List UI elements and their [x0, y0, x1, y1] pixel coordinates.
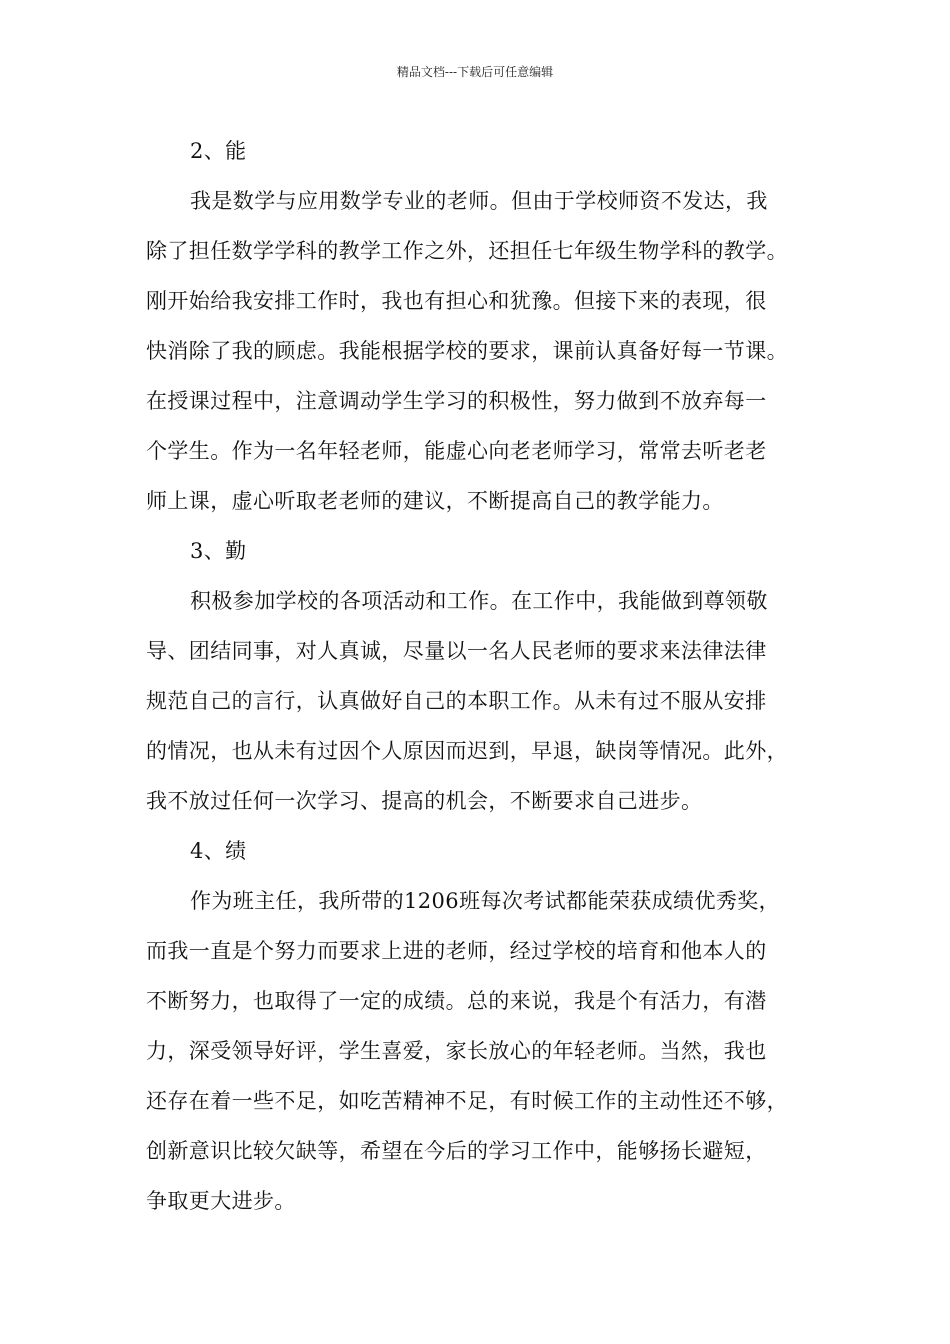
- page-header: 精品文档---下载后可任意编辑: [396, 65, 554, 79]
- paragraph-line: 刚开始给我安排工作时，我也有担心和犹豫。但接下来的表现，很: [146, 289, 767, 313]
- section-heading: 4、绩: [190, 839, 247, 863]
- paragraph-line: 作为班主任，我所带的1206班每次考试都能荣获成绩优秀奖，: [190, 889, 781, 913]
- paragraph-line: 师上课，虚心听取老老师的建议，不断提高自己的教学能力。: [146, 489, 724, 513]
- paragraph-line: 在授课过程中，注意调动学生学习的积极性，努力做到不放弃每一: [146, 389, 767, 413]
- paragraph-line: 导、团结同事，对人真诚，尽量以一名人民老师的要求来法律法律: [146, 639, 767, 663]
- paragraph-line: 力，深受领导好评，学生喜爱，家长放心的年轻老师。当然，我也: [146, 1039, 767, 1063]
- paragraph-line: 我不放过任何一次学习、提高的机会，不断要求自己进步。: [146, 789, 703, 813]
- paragraph-line: 个学生。作为一名年轻老师，能虚心向老老师学习，常常去听老老: [146, 439, 767, 463]
- section-heading: 2、能: [190, 139, 247, 163]
- paragraph-line: 的情况，也从未有过因个人原因而迟到，早退，缺岗等情况。此外，: [146, 739, 788, 763]
- paragraph-line: 除了担任数学学科的教学工作之外，还担任七年级生物学科的教学。: [146, 239, 788, 263]
- paragraph-line: 规范自己的言行，认真做好自己的本职工作。从未有过不服从安排: [146, 689, 767, 713]
- paragraph-line: 我是数学与应用数学专业的老师。但由于学校师资不发达，我: [190, 189, 768, 213]
- section-heading: 3、勤: [190, 539, 247, 563]
- paragraph-line: 积极参加学校的各项活动和工作。在工作中，我能做到尊领敬: [190, 589, 768, 613]
- document-body: [146, 126, 826, 1226]
- paragraph-line: 快消除了我的顾虑。我能根据学校的要求，课前认真备好每一节课。: [146, 339, 788, 363]
- paragraph-line: 争取更大进步。: [146, 1189, 296, 1213]
- paragraph-line: 还存在着一些不足，如吃苦精神不足，有时候工作的主动性还不够，: [146, 1089, 788, 1113]
- paragraph-line: 不断努力，也取得了一定的成绩。总的来说，我是个有活力，有潜: [146, 989, 767, 1013]
- paragraph-line: 创新意识比较欠缺等，希望在今后的学习工作中，能够扬长避短，: [146, 1139, 767, 1163]
- paragraph-line: 而我一直是个努力而要求上进的老师，经过学校的培育和他本人的: [146, 939, 767, 963]
